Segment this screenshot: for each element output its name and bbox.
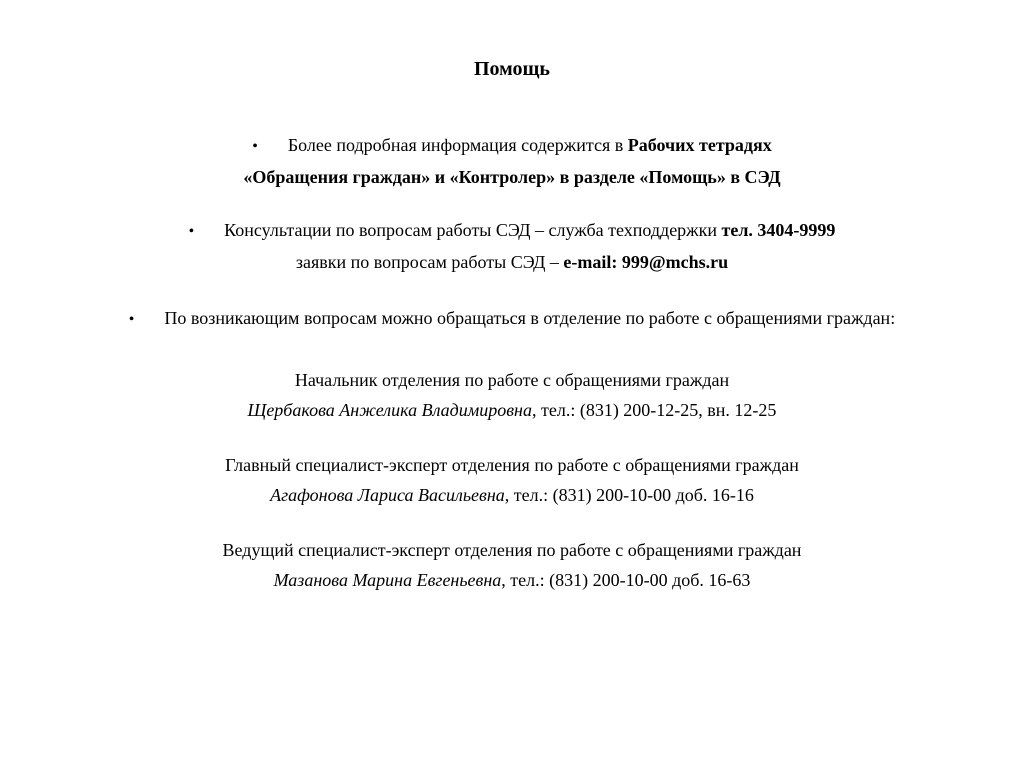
contact-block-chief-specialist [0,450,1024,510]
bullet-item-workbooks [0,130,1024,192]
contact-details-line [0,565,1024,595]
text-segment: Консультации по вопросам работы СЭД – служба техподдержки [224,220,722,240]
text-segment-bold: Рабочих тетрадях [627,135,772,155]
text-segment: Более подробная информация содержится в [287,135,628,155]
text-segment: По возникающим вопросам можно обращаться в отделение по работе с обращениями граждан: [164,308,896,328]
contact-block-head [0,365,1024,425]
bullet-line-2 [0,162,1024,192]
bullet-line-2 [0,247,1024,277]
page-title: Помощь [474,58,550,80]
bullet-line-1 [0,215,1024,247]
bullet-icon: • [252,138,258,155]
contact-phone: , тел.: (831) 200-10-00 доб. 16-16 [504,485,754,505]
contact-name: Щербакова Анжелика Владимировна [247,400,532,420]
bullet-icon: • [188,223,195,240]
bullet-icon: • [128,311,135,328]
bullet-line-1 [0,303,1024,335]
contact-details-line [0,395,1024,425]
contact-position: Ведущий специалист-эксперт отделения по работе с обращениями граждан [222,540,802,560]
contact-name: Мазанова Марина Евгеньевна [273,570,502,590]
support-phone: тел. 3404-9999 [721,220,836,240]
contact-phone: , тел.: (831) 200-10-00 доб. 16-63 [501,570,751,590]
contact-name: Агафонова Лариса Васильевна [270,485,505,505]
support-email: e-mail: 999@mchs.ru [563,252,729,272]
contact-block-leading-specialist [0,535,1024,595]
contact-phone: , тел.: (831) 200-12-25, вн. 12-25 [531,400,777,420]
contact-position: Начальник отделения по работе с обращениями граждан [294,370,730,390]
bullet-item-support [0,215,1024,277]
bullet-item-department [0,303,1024,335]
bullet-line-1 [0,130,1024,162]
contact-position: Главный специалист-эксперт отделения по работе с обращениями граждан [225,455,799,475]
text-segment: заявки по вопросам работы СЭД – [295,252,564,272]
contact-details-line [0,480,1024,510]
text-segment-bold: «Обращения граждан» и «Контролер» в разделе «Помощь» в СЭД [243,167,781,187]
